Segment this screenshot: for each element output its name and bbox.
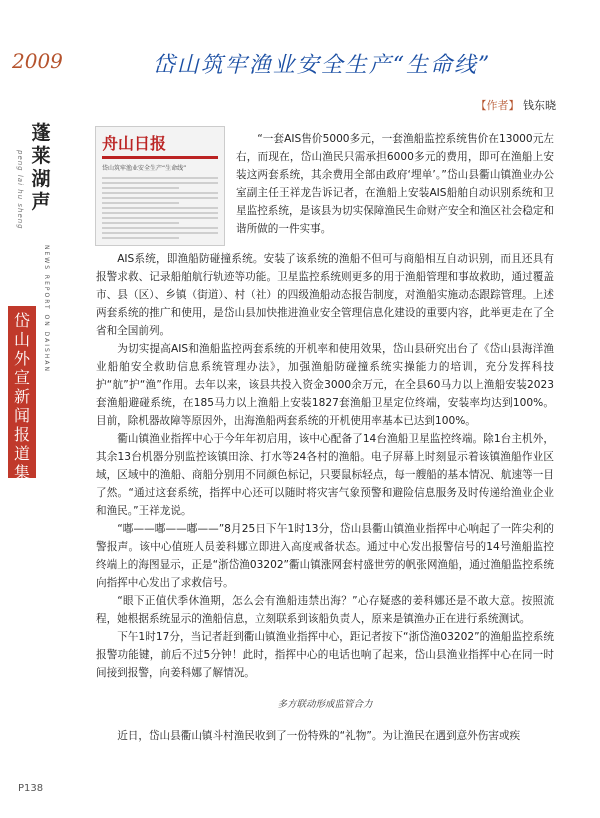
paragraph: “嘟——嘟——嘟——”8月25日下午1时13分，岱山县衢山镇渔业指挥中心响起了一阵尖利的警报声。该中心值班人员姜科娜立即进入高度戒备状态。通过中心发出报警信号的14号渔船监控终端上的海图显示，正是“浙岱渔03202”衢山镇涨网套村盛世劳的帆张网渔船，通过渔船监控系统向指挥中心发出了求救信号。 xyxy=(96,523,554,589)
paragraph: 近日，岱山县衢山镇斗村渔民收到了一份特殊的“礼物”。为让渔民在遇到意外伤害或疾 xyxy=(117,730,521,742)
section-subheading: 多方联动形成监管合力 xyxy=(277,699,373,710)
page-number: P138 xyxy=(18,783,44,794)
newspaper-masthead: 舟山日报 xyxy=(102,134,167,153)
news-report-label: NEWS REPORT ON DAISHAN xyxy=(43,245,50,373)
paragraph: “眼下正值伏季休渔期，怎么会有渔船违禁出海？”心存疑惑的姜科娜还是不敢大意。按照流程，她根据系统显示的渔船信息，立刻联系到该船负责人，原来是镇渔办正在进行系统测试。 xyxy=(96,595,554,625)
article-title: 岱山筑牢渔业安全生产“生命线” xyxy=(152,53,492,78)
paragraph: AIS系统，即渔船防碰撞系统。安装了该系统的渔船不但可与商船相互自动识别，而且还具有报警求救、记录船舶航行轨迹等功能。卫星监控系统则更多的用于渔船管理和事故救助，通过覆盖市、县（区）、乡镇（街道）、村（社）的四级渔船动态报告制度，对渔船实施动态跟踪管理。上述两套系统的推广和使用，是岱山县加快推进渔业安全管理信息化建设的重要内容，此举更走在了全省和全国前列。 xyxy=(96,253,554,337)
paragraph: “一套AIS售价5000多元，一套渔船监控系统售价在13000元左右，而现在，岱山渔民只需承担6000多元的费用，即可在渔船上安装这两套系统，其余费用全部由政府‘埋单’。”岱山县衢山镇渔业办公室副主任王祥龙告诉记者，在渔船上安装AIS船舶自动识别系统和卫星监控系统，是该县为切实保障渔民生命财产安全和渔区社会稳定和谐所做的一件实事。 xyxy=(236,133,554,235)
paragraph: 下午1时17分，当记者赶到衢山镇渔业指挥中心，距记者按下“浙岱渔03202”的渔船监控系统报警功能键，前后不过5分钟！此时，指挥中心的电话也响了起来，岱山县渔业指挥中心在同一时间接到报警，向姜科娜了解情况。 xyxy=(96,631,554,679)
paragraph: 衢山镇渔业指挥中心于今年年初启用，该中心配备了14台渔船卫星监控终端。除1台主机外，其余13台机器分别监控该镇田涂、打水等24各村的渔船。电子屏幕上时刻显示着该镇渔船作业区域，区域中的渔船、商船分别用不同颜色标记，只要鼠标轻点，每一艘船的基本情况、航速等一目了然。“通过这套系统，指挥中心还可以随时将灾害气象预警和避险信息服务及时传递给渔业企业和渔民。”王祥龙说。 xyxy=(96,433,554,517)
series-title: 岱山外宣新闻报道集 xyxy=(8,306,36,478)
paragraph: 为切实提高AIS和渔船监控两套系统的开机率和使用效果，岱山县研究出台了《岱山县海洋渔业船舶安全救助信息系统管理办法》，加强渔船防碰撞系统实操能力的培训，充分发挥科技护“航”护“渔”作用。去年以来，该县共投入资金3000余万元，在全县60马力以上渔船安装2023套渔船避碰系统，在185马力以上渔船上安装1827套渔船卫星定位终端，安装率均达到100%。目前，除机器故障等原因外，出海渔船两套系统的开机使用率基本已达到100%。 xyxy=(96,343,554,427)
sidebar xyxy=(0,0,63,818)
year-label: 2009 xyxy=(12,49,63,73)
author-tag: 【作者】 xyxy=(475,99,520,112)
article-body xyxy=(96,128,554,745)
author-name: 钱东晓 xyxy=(523,99,556,112)
byline xyxy=(476,97,557,113)
brand-pinyin: peng lai hu sheng xyxy=(16,150,24,230)
thumbnail-headline: 岱山筑牢渔业安全生产“生命线” xyxy=(102,165,187,172)
brand-title: 蓬莱湖声 xyxy=(31,122,51,213)
